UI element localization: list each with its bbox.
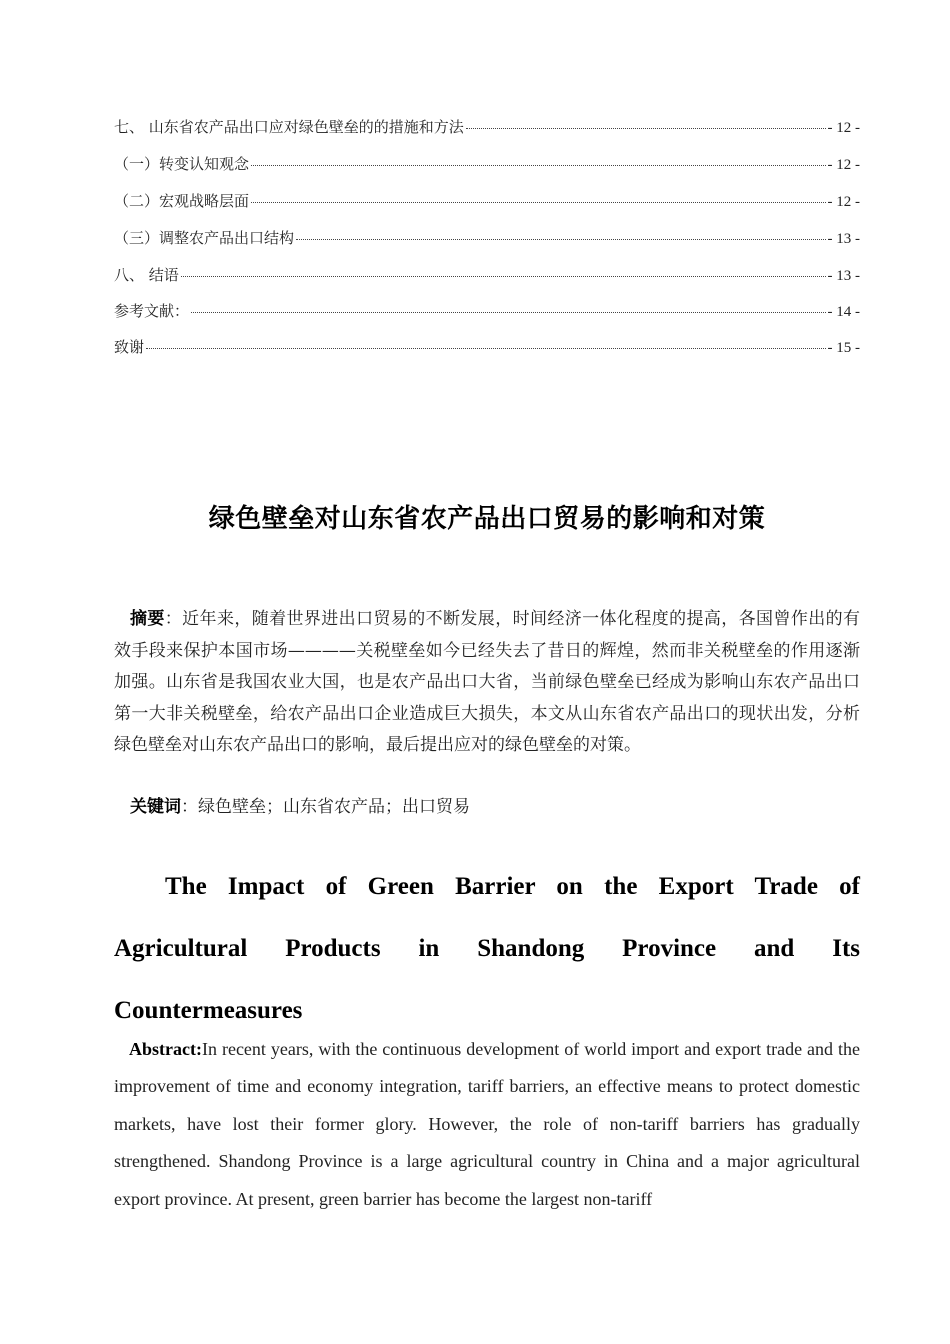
- toc-entry-page: - 14 -: [827, 304, 860, 320]
- toc-entry-label: 参考文献：: [114, 302, 190, 320]
- chinese-keywords: [130, 792, 470, 823]
- toc-entry-label: 八、 结语: [114, 266, 179, 284]
- chinese-abstract: [114, 604, 860, 762]
- toc-dot-leader: [146, 348, 825, 349]
- chinese-keywords-separator: ：: [181, 797, 198, 817]
- toc-entry-page: - 12 -: [827, 194, 860, 210]
- chinese-keywords-label: 关键词: [130, 797, 181, 817]
- toc-entry[interactable]: [114, 300, 860, 336]
- english-title: The Impact of Green Barrier on the Export Trade of Agricultural Products in Shandong Province and Its Countermeasures: [114, 873, 860, 1024]
- toc-entry-label: （一）转变认知观念: [114, 155, 250, 173]
- toc-dot-leader: [191, 312, 825, 313]
- toc-entry[interactable]: [114, 116, 860, 153]
- toc-dot-leader: [251, 202, 825, 203]
- toc-entry-page: - 13 -: [827, 268, 860, 284]
- toc-entry-label: 致谢: [114, 338, 145, 356]
- english-abstract-label: Abstract:: [129, 1039, 202, 1059]
- chinese-abstract-text: 近年来，随着世界进出口贸易的不断发展，时间经济一体化程度的提高，各国曾作出的有效手段来保护本国市场————关税壁垒如今已经失去了昔日的辉煌，然而非关税壁垒的作用逐渐加强。山东省是我国农业大国，也是农产品出口大省，当前绿色壁垒已经成为影响山东农产品出口第一大非关税壁垒，给农产品出口企业造成巨大损失，本文从山东省农产品出口的现状出发，分析绿色壁垒对山东农产品出口的影响，最后提出应对的绿色壁垒的对策。: [114, 609, 860, 755]
- english-abstract-text: In recent years, with the continuous development of world import and export trade and the improvement of time and economy integration, tariff barriers, an effective means to protect domestic markets, have lost their former glory. However, the role of non-tariff barriers has gradually strengthened. Shandong Province is a large agricultural country in China and a major agricultural export province. At present, green barrier has become the largest non-tariff: [114, 1039, 860, 1209]
- table-of-contents: [114, 116, 860, 372]
- chinese-abstract-separator: ：: [164, 609, 183, 629]
- toc-dot-leader: [251, 165, 825, 166]
- toc-dot-leader: [296, 239, 825, 240]
- chinese-abstract-label: 摘要: [130, 609, 165, 629]
- toc-entry-label: （三）调整农产品出口结构: [114, 229, 295, 247]
- toc-dot-leader: [466, 128, 826, 129]
- english-abstract: [114, 1031, 860, 1218]
- toc-entry-label: （二）宏观战略层面: [114, 192, 250, 210]
- toc-entry-page: - 12 -: [827, 157, 860, 173]
- toc-entry-page: - 15 -: [827, 340, 860, 356]
- toc-entry-label: 七、 山东省农产品出口应对绿色壁垒的的措施和方法: [114, 118, 464, 136]
- toc-entry[interactable]: [114, 264, 860, 300]
- toc-entry-page: - 13 -: [827, 231, 860, 247]
- chinese-keywords-text: 绿色壁垒；山东省农产品；出口贸易: [198, 797, 470, 817]
- toc-entry[interactable]: [114, 227, 860, 264]
- toc-entry[interactable]: [114, 336, 860, 372]
- toc-entry-page: - 12 -: [827, 120, 860, 136]
- toc-dot-leader: [181, 276, 826, 277]
- toc-entry[interactable]: [114, 190, 860, 227]
- toc-entry[interactable]: [114, 153, 860, 190]
- chinese-title: 绿色壁垒对山东省农产品出口贸易的影响和对策: [208, 504, 766, 534]
